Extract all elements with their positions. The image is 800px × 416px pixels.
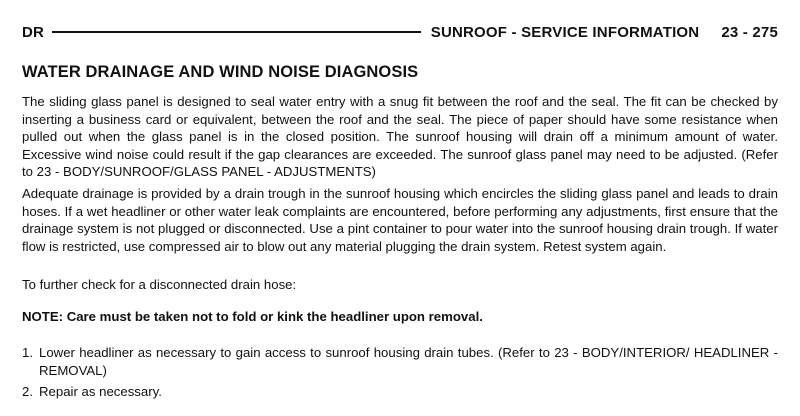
step-text: Repair as necessary. bbox=[39, 384, 162, 400]
section-title: WATER DRAINAGE AND WIND NOISE DIAGNOSIS bbox=[22, 63, 419, 81]
procedure-step bbox=[22, 344, 778, 379]
procedure-step bbox=[22, 383, 778, 401]
header-title: SUNROOF - SERVICE INFORMATION bbox=[430, 23, 700, 41]
procedure-steps bbox=[22, 344, 778, 405]
paragraph-glass-panel-seal: The sliding glass panel is designed to seal water entry with a snug fit between the roof and the seal. The fit can be checked by inserting a business card or equivalent, between the roof and the seal. The piece of paper should have some resistance when pulled out when the glass panel is in the closed position. The sunroof housing will drain off a minimum amount of water. Excessive wind noise could result if the gap clearances are exceeded. The sunroof glass panel may need to be adjusted. (Refer to 23 - BODY/SUNROOF/GLASS PANEL - ADJUSTMENTS) bbox=[22, 94, 778, 180]
step-text: Lower headliner as necessary to gain access to sunroof housing drain tubes. (Refer to 23 - BODY/INTERIOR/ HEADLINER - REMOVAL) bbox=[39, 345, 778, 378]
paragraph-further-check: To further check for a disconnected drain hose: bbox=[22, 277, 297, 292]
paragraph-drainage: Adequate drainage is provided by a drain trough in the sunroof housing which encircles the sliding glass panel and leads to drain hoses. If a wet headliner or other water leak complaints are encountered, before performing any adjustments, first ensure that the drainage system is not plugged or disconnected. Use a pint container to pour water into the sunroof housing drain trough. If water flow is restricted, use compressed air to blow out any material plugging the drain system. Retest system again. bbox=[22, 186, 778, 254]
note: NOTE: Care must be taken not to fold or kink the headliner upon removal. bbox=[22, 309, 483, 324]
page-number: 23 - 275 bbox=[721, 23, 778, 41]
step-number: 1. bbox=[22, 345, 33, 360]
step-number: 2. bbox=[22, 384, 33, 400]
section-code: DR bbox=[22, 23, 45, 41]
header-rule bbox=[52, 31, 421, 33]
page-header bbox=[22, 21, 778, 43]
